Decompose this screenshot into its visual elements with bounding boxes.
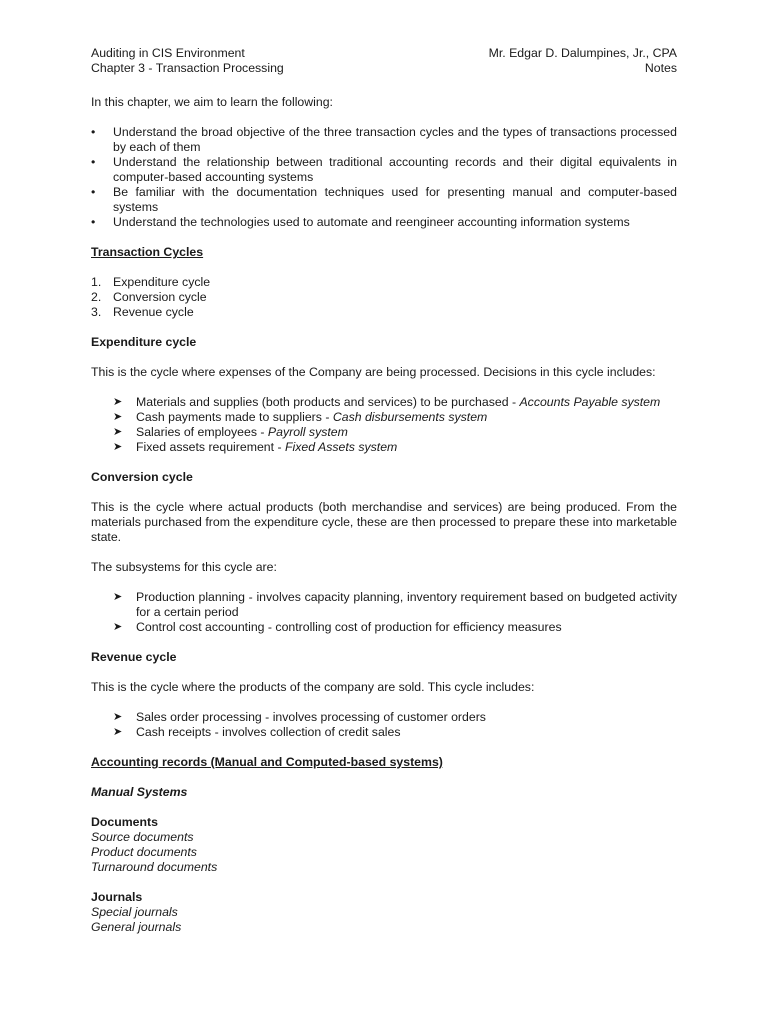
item-text: Fixed assets requirement -: [136, 440, 285, 454]
objective-item: • Understand the relationship between traditional accounting records and their digital equivalents in computer-based accounting systems: [91, 155, 677, 185]
item-text: Materials and supplies (both products and services) to be purchased -: [136, 395, 520, 409]
item-text: Sales order processing - involves processing of customer orders: [136, 710, 486, 724]
objective-item: • Be familiar with the documentation techniques used for presenting manual and computer-based systems: [91, 185, 677, 215]
transaction-cycles-list: [91, 275, 677, 320]
item-text: Control cost accounting - controlling cost of production for efficiency measures: [136, 620, 562, 634]
header-row-1: [91, 46, 677, 61]
cycle-name: Expenditure cycle: [113, 275, 211, 289]
cycle-list-item: [91, 305, 677, 320]
item-text: Cash receipts - involves collection of credit sales: [136, 725, 401, 739]
arrow-bullet-icon: ➤: [113, 621, 123, 633]
intro-text: In this chapter, we aim to learn the following:: [91, 95, 333, 109]
system-name: Fixed Assets system: [285, 440, 398, 454]
arrow-bullet-icon: ➤: [113, 441, 123, 453]
transaction-cycles-heading: Transaction Cycles: [91, 245, 204, 259]
conversion-item: [113, 620, 677, 635]
expenditure-heading: Expenditure cycle: [91, 335, 197, 349]
arrow-bullet-icon: ➤: [113, 426, 123, 438]
chapter-title: Chapter 3 - Transaction Processing: [91, 61, 284, 75]
document-type: Turnaround documents: [91, 860, 218, 874]
list-number: 1.: [91, 275, 102, 289]
expenditure-item: [113, 410, 677, 425]
system-name: Payroll system: [267, 425, 348, 439]
arrow-bullet-icon: ➤: [113, 396, 123, 408]
system-name: Cash disbursements system: [332, 410, 488, 424]
expenditure-item: [113, 425, 677, 440]
cycle-list-item: [91, 290, 677, 305]
header-row-2: [91, 61, 677, 76]
arrow-bullet-icon: ➤: [113, 411, 123, 423]
documents-heading: Documents: [91, 815, 158, 829]
list-number: 3.: [91, 305, 102, 319]
system-name: Accounts Payable system: [519, 395, 661, 409]
revenue-item: [113, 710, 677, 725]
cycle-name: Conversion cycle: [113, 290, 207, 304]
revenue-list: [91, 710, 677, 740]
author-name: Mr. Edgar D. Dalumpines, Jr., CPA: [488, 46, 677, 60]
manual-systems-heading: Manual Systems: [91, 785, 188, 799]
revenue-description: This is the cycle where the products of the company are sold. This cycle includes:: [91, 680, 535, 694]
course-title: Auditing in CIS Environment: [91, 46, 245, 60]
accounting-records-heading: Accounting records (Manual and Computed-based systems): [91, 755, 443, 769]
revenue-heading: Revenue cycle: [91, 650, 177, 664]
cycle-list-item: [91, 275, 677, 290]
arrow-bullet-icon: ➤: [113, 591, 123, 603]
list-number: 2.: [91, 290, 102, 304]
journal-type: Special journals: [91, 905, 178, 919]
expenditure-item: [113, 395, 677, 410]
item-text: Cash payments made to suppliers -: [136, 410, 333, 424]
arrow-bullet-icon: ➤: [113, 711, 123, 723]
conversion-list: [91, 590, 677, 635]
document-page: [91, 46, 677, 935]
document-type: Source documents: [91, 830, 194, 844]
revenue-item: [113, 725, 677, 740]
conversion-item: [113, 590, 677, 620]
item-text: Production planning - involves capacity planning, inventory requirement based on budgeted activity for a certain period: [136, 590, 677, 619]
doc-type-label: Notes: [644, 61, 677, 75]
arrow-bullet-icon: ➤: [113, 726, 123, 738]
objective-item: • Understand the broad objective of the three transaction cycles and the types of transactions processed by each of them: [91, 125, 677, 155]
document-type: Product documents: [91, 845, 197, 859]
objective-item: • Understand the technologies used to automate and reengineer accounting information systems: [91, 215, 677, 230]
expenditure-description: This is the cycle where expenses of the Company are being processed. Decisions in this cycle includes:: [91, 365, 656, 379]
journals-block: [91, 890, 677, 935]
journals-heading: Journals: [91, 890, 143, 904]
cycle-name: Revenue cycle: [113, 305, 194, 319]
item-text: Salaries of employees -: [136, 425, 268, 439]
conversion-heading: Conversion cycle: [91, 470, 193, 484]
expenditure-item: [113, 440, 677, 455]
objectives-list: [91, 125, 677, 230]
journal-type: General journals: [91, 920, 182, 934]
conversion-description: This is the cycle where actual products (both merchandise and services) are being produced. From the materials purchased from the expenditure cycle, these are then processed to prepare these into marketable state.: [91, 500, 677, 544]
documents-block: [91, 815, 677, 875]
expenditure-list: [91, 395, 677, 455]
conversion-subsystems-intro: The subsystems for this cycle are:: [91, 560, 277, 574]
